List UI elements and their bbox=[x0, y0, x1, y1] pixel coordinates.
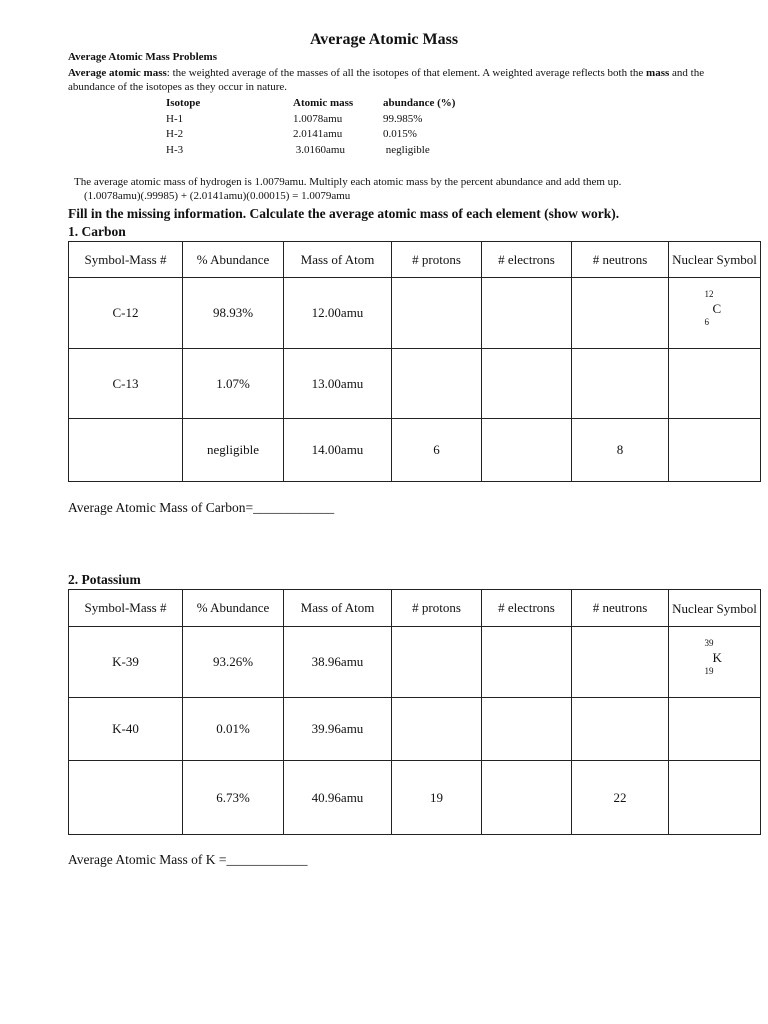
protons-cell[interactable] bbox=[392, 349, 482, 419]
atomic-mass-cell: 1.0078amu bbox=[293, 112, 343, 125]
subtitle: Average Atomic Mass Problems bbox=[68, 51, 217, 63]
symbol-mass-cell: K-39 bbox=[69, 627, 183, 698]
mass-of-atom-cell: 14.00amu bbox=[284, 419, 392, 482]
average-mass-potassium: Average Atomic Mass of K =____________ bbox=[68, 852, 308, 867]
neutrons-cell[interactable] bbox=[572, 627, 669, 698]
abundance-header: abundance (%) bbox=[383, 97, 456, 109]
table-header-row bbox=[69, 590, 761, 627]
abundance-cell: 1.07% bbox=[183, 349, 284, 419]
symbol-mass-header: Symbol-Mass # bbox=[69, 590, 183, 627]
electrons-cell[interactable] bbox=[482, 761, 572, 835]
nuclear-mass-number: 12 bbox=[704, 289, 714, 299]
carbon-table bbox=[68, 241, 761, 482]
electrons-cell[interactable] bbox=[482, 627, 572, 698]
protons-header: # protons bbox=[392, 590, 482, 627]
table-row bbox=[69, 349, 761, 419]
abundance-cell: 6.73% bbox=[183, 761, 284, 835]
mass-of-atom-cell: 40.96amu bbox=[284, 761, 392, 835]
atomic-mass-cell: 2.0141amu bbox=[293, 128, 343, 140]
definition-bold-word: mass bbox=[646, 67, 670, 79]
abundance-cell: 93.26% bbox=[183, 627, 284, 698]
electrons-cell[interactable] bbox=[482, 349, 572, 419]
nuclear-symbol-cell bbox=[669, 278, 761, 349]
nuclear-symbol-header: Nuclear Symbol bbox=[669, 590, 761, 627]
page-title: Average Atomic Mass bbox=[309, 31, 459, 48]
electrons-header: # electrons bbox=[482, 590, 572, 627]
isotope-cell: H-2 bbox=[166, 128, 184, 140]
table-row bbox=[166, 144, 493, 160]
definition-text-2: and the abundance of the isotopes as they occur in nature. bbox=[68, 67, 705, 93]
table-row bbox=[166, 113, 493, 129]
table-row bbox=[166, 128, 493, 144]
mass-of-atom-cell: 13.00amu bbox=[284, 349, 392, 419]
abundance-header: % Abundance bbox=[183, 242, 284, 278]
neutrons-cell: 8 bbox=[572, 419, 669, 482]
abundance-cell: 98.93% bbox=[183, 278, 284, 349]
isotope-cell: H-3 bbox=[166, 143, 184, 156]
average-mass-carbon: Average Atomic Mass of Carbon=____________ bbox=[68, 500, 335, 515]
protons-cell[interactable] bbox=[392, 278, 482, 349]
neutrons-header: # neutrons bbox=[572, 242, 669, 278]
abundance-cell: 0.015% bbox=[383, 128, 417, 140]
section-label-carbon: 1. Carbon bbox=[68, 224, 126, 239]
element-symbol: C bbox=[712, 301, 722, 316]
abundance-cell: 0.01% bbox=[183, 698, 284, 761]
instructions: Fill in the missing information. Calculate the average atomic mass of each element (show work). bbox=[68, 206, 620, 221]
neutrons-header: # neutrons bbox=[572, 590, 669, 627]
nuclear-symbol-cell[interactable] bbox=[669, 419, 761, 482]
symbol-mass-cell[interactable] bbox=[69, 419, 183, 482]
atomic-mass-header: Atomic mass bbox=[293, 97, 354, 109]
mass-of-atom-cell: 38.96amu bbox=[284, 627, 392, 698]
isotope-table-header bbox=[166, 97, 493, 113]
mass-of-atom-cell: 39.96amu bbox=[284, 698, 392, 761]
mass-of-atom-header: Mass of Atom bbox=[284, 242, 392, 278]
nuclear-symbol-cell[interactable] bbox=[669, 349, 761, 419]
electrons-cell[interactable] bbox=[482, 698, 572, 761]
nuclear-atomic-number: 6 bbox=[704, 317, 709, 327]
potassium-table bbox=[68, 589, 761, 835]
symbol-mass-cell: C-13 bbox=[69, 349, 183, 419]
nuclear-atomic-number: 19 bbox=[704, 666, 714, 676]
symbol-mass-header: Symbol-Mass # bbox=[69, 242, 183, 278]
isotope-header: Isotope bbox=[166, 97, 201, 109]
table-row bbox=[69, 278, 761, 349]
electrons-header: # electrons bbox=[482, 242, 572, 278]
definition bbox=[68, 66, 736, 94]
symbol-mass-cell: C-12 bbox=[69, 278, 183, 349]
protons-cell: 6 bbox=[392, 419, 482, 482]
abundance-header: % Abundance bbox=[183, 590, 284, 627]
mass-of-atom-cell: 12.00amu bbox=[284, 278, 392, 349]
neutrons-cell[interactable] bbox=[572, 278, 669, 349]
protons-header: # protons bbox=[392, 242, 482, 278]
isotope-table bbox=[166, 97, 493, 159]
neutrons-cell[interactable] bbox=[572, 349, 669, 419]
nuclear-mass-number: 39 bbox=[704, 638, 714, 648]
nuclear-symbol-cell[interactable] bbox=[669, 761, 761, 835]
nuclear-symbol-cell bbox=[669, 627, 761, 698]
definition-term: Average atomic mass bbox=[68, 67, 167, 79]
electrons-cell[interactable] bbox=[482, 278, 572, 349]
example-note: The average atomic mass of hydrogen is 1.0079amu. Multiply each atomic mass by the percent abundance and add them up. bbox=[74, 176, 622, 188]
symbol-mass-cell: K-40 bbox=[69, 698, 183, 761]
nuclear-symbol-cell[interactable] bbox=[669, 698, 761, 761]
nuclear-symbol bbox=[695, 289, 735, 333]
neutrons-cell[interactable] bbox=[572, 698, 669, 761]
isotope-cell: H-1 bbox=[166, 112, 184, 125]
protons-cell[interactable] bbox=[392, 627, 482, 698]
nuclear-symbol-header: Nuclear Symbol bbox=[669, 242, 761, 278]
abundance-cell: negligible bbox=[183, 419, 284, 482]
atomic-mass-cell: 3.0160amu bbox=[293, 143, 345, 156]
abundance-cell: negligible bbox=[383, 143, 430, 156]
table-row bbox=[69, 627, 761, 698]
electrons-cell[interactable] bbox=[482, 419, 572, 482]
protons-cell: 19 bbox=[392, 761, 482, 835]
table-row bbox=[69, 761, 761, 835]
symbol-mass-cell[interactable] bbox=[69, 761, 183, 835]
neutrons-cell: 22 bbox=[572, 761, 669, 835]
table-row bbox=[69, 698, 761, 761]
definition-text-1: : the weighted average of the masses of all the isotopes of that element. A weighted average reflects both the bbox=[166, 67, 647, 79]
nuclear-symbol bbox=[695, 638, 735, 682]
element-symbol: K bbox=[712, 650, 722, 665]
protons-cell[interactable] bbox=[392, 698, 482, 761]
table-row bbox=[69, 419, 761, 482]
abundance-cell: 99.985% bbox=[383, 112, 423, 125]
section-label-potassium: 2. Potassium bbox=[68, 572, 141, 587]
mass-of-atom-header: Mass of Atom bbox=[284, 590, 392, 627]
example-calculation: (1.0078amu)(.99985) + (2.0141amu)(0.00015) = 1.0079amu bbox=[84, 190, 351, 202]
table-header-row bbox=[69, 242, 761, 278]
